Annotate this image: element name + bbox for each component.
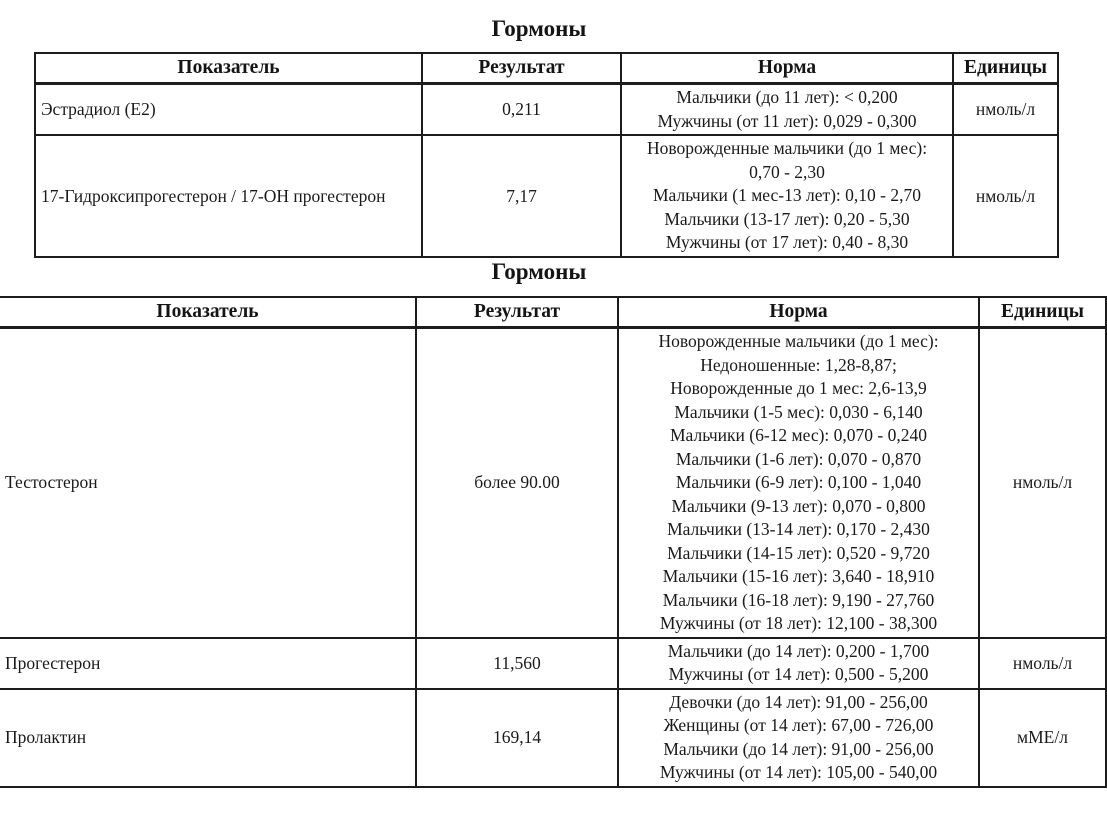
norm-line: Новорожденные до 1 мес: 2,6-13,9 (670, 378, 927, 398)
norm-line: Мальчики (16-18 лет): 9,190 - 27,760 (662, 589, 935, 610)
table-row (0, 689, 1106, 787)
indicator-cell: Прогестерон (0, 638, 416, 689)
lab-results-table (34, 52, 1059, 258)
norm-line: Мальчики (до 11 лет): < 0,200 (676, 87, 898, 107)
column-header-units: Единицы (979, 297, 1106, 328)
table-title: Гормоны (491, 259, 587, 284)
lab-report-page (0, 14, 1085, 785)
indicator-cell: 17-Гидроксипрогестерон / 17-ОН прогестерон (35, 135, 422, 257)
units-cell: нмоль/л (953, 135, 1058, 257)
hormones-section-2 (0, 257, 1085, 785)
table-row (0, 328, 1106, 638)
table-title: Гормоны (491, 16, 587, 41)
norm-line: Мальчики (1-6 лет): 0,070 - 0,870 (675, 448, 922, 469)
indicator-cell: Эстрадиол (Е2) (35, 84, 422, 136)
header-row (35, 53, 1058, 84)
norm-line: Мужчины (от 17 лет): 0,40 - 8,30 (665, 232, 909, 253)
result-cell: 169,14 (416, 689, 618, 787)
norm-line: Мальчики (1 мес-13 лет): 0,10 - 2,70 (652, 185, 921, 206)
norm-cell (618, 689, 979, 787)
norm-cell (618, 638, 979, 689)
norm-line: Мальчики (13-14 лет): 0,170 - 2,430 (667, 519, 930, 539)
result-cell: 11,560 (416, 638, 618, 689)
header-row (0, 297, 1106, 328)
result-cell: 7,17 (422, 135, 621, 257)
norm-line: Мужчины (от 14 лет): 105,00 - 540,00 (659, 762, 938, 782)
norm-line: Мальчики (15-16 лет): 3,640 - 18,910 (662, 566, 935, 586)
norm-line: Мальчики (13-17 лет): 0,20 - 5,30 (664, 208, 910, 229)
norm-line: Мальчики (14-15 лет): 0,520 - 9,720 (667, 542, 930, 563)
units-cell: нмоль/л (953, 84, 1058, 136)
result-cell: 0,211 (422, 84, 621, 136)
table-clip-region (0, 296, 1085, 785)
indicator-cell: Пролактин (0, 689, 416, 787)
column-header-result: Результат (416, 297, 618, 328)
column-header-norm: Норма (618, 297, 979, 328)
table-row (0, 638, 1106, 689)
column-header-indicator: Показатель (35, 53, 422, 84)
norm-line: Недоношенные: 1,28-8,87; (700, 354, 897, 375)
column-header-norm: Норма (621, 53, 953, 84)
norm-line: Мальчики (6-12 мес): 0,070 - 0,240 (670, 425, 927, 445)
norm-line: Новорожденные мальчики (до 1 мес): (658, 331, 939, 351)
units-cell: нмоль/л (979, 328, 1106, 638)
norm-line: Мальчики (9-13 лет): 0,070 - 0,800 (671, 495, 926, 516)
norm-cell (618, 328, 979, 638)
table-clip-region (34, 52, 1057, 253)
column-header-units: Единицы (953, 53, 1058, 84)
norm-line: Мужчины (от 11 лет): 0,029 - 0,300 (657, 110, 917, 131)
norm-line: Мужчины (от 14 лет): 0,500 - 5,200 (668, 664, 929, 684)
norm-line: Мальчики (1-5 мес): 0,030 - 6,140 (674, 401, 923, 422)
result-cell: более 90.00 (416, 328, 618, 638)
indicator-cell: Тестостерон (0, 328, 416, 638)
norm-cell (621, 84, 953, 136)
units-cell: нмоль/л (979, 638, 1106, 689)
norm-line: Девочки (до 14 лет): 91,00 - 256,00 (669, 691, 928, 712)
norm-line: Мальчики (6-9 лет): 0,100 - 1,040 (675, 472, 922, 492)
norm-line: Новорожденные мальчики (до 1 мес): (646, 138, 928, 159)
norm-line: Мужчины (от 18 лет): 12,100 - 38,300 (659, 613, 938, 633)
column-header-result: Результат (422, 53, 621, 84)
norm-cell (621, 135, 953, 257)
norm-line: 0,70 - 2,30 (749, 161, 825, 182)
units-cell: мМЕ/л (979, 689, 1106, 787)
table-row (35, 84, 1058, 136)
column-header-indicator: Показатель (0, 297, 416, 328)
norm-line: Мальчики (до 14 лет): 0,200 - 1,700 (667, 640, 930, 661)
lab-results-table (0, 296, 1107, 788)
norm-line: Мальчики (до 14 лет): 91,00 - 256,00 (663, 738, 934, 759)
norm-line: Женщины (от 14 лет): 67,00 - 726,00 (663, 715, 934, 735)
table-row (35, 135, 1058, 257)
hormones-section-1 (0, 14, 1078, 253)
